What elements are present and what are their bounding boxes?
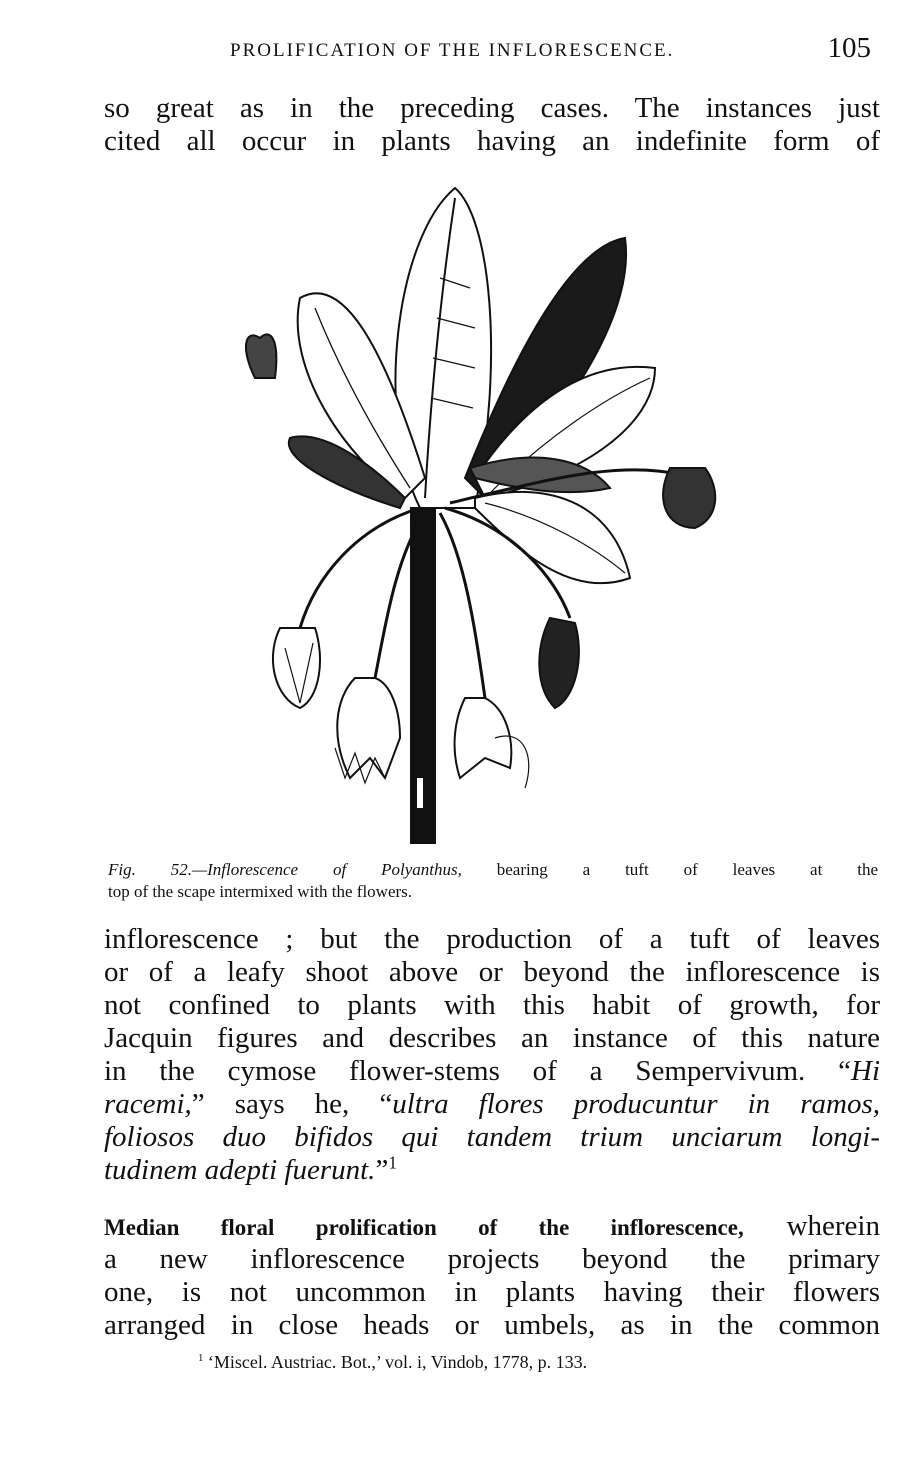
top-paragraph [104,92,880,158]
flower [663,468,715,528]
text-line [104,1154,880,1187]
text-segment: ” says he, “ [191,1088,393,1120]
running-title: PROLIFICATION OF THE INFLORESCENCE. [230,40,675,61]
text-segment: ” [375,1154,389,1186]
caption-line: top of the scape intermixed with the flowers. [108,882,413,901]
latin-text: Hi [851,1055,880,1087]
footnote [198,1352,587,1373]
bud [246,334,276,378]
text-line: one, is not uncommon in plants having their flowers [104,1276,880,1308]
text-line: Jacquin figures and describes an instance of this nature [104,1022,880,1054]
latin-text: racemi, [104,1088,192,1120]
caption-line [108,859,878,881]
page-number: 105 [827,32,871,64]
footnote-marker: 1 [198,1352,204,1364]
latin-text: tudinem adepti fuerunt. [104,1154,376,1186]
footnote-text: ‘Miscel. Austriac. Bot.,’ vol. i, Vindob, 1778, p. 133. [203,1352,588,1372]
figure-caption [108,859,878,903]
text-line [104,1088,880,1121]
middle-paragraph [104,923,880,1187]
text-line: or of a leafy shoot above or beyond the inflorescence is [104,956,880,988]
text-line [104,1210,880,1243]
figure-label: Fig. 52. [108,860,193,879]
text-segment: wherein [743,1210,880,1242]
flower [337,678,400,778]
flower [455,698,512,778]
text-segment: in the cymose flower-stems of a Sempervivum. “ [104,1055,851,1087]
text-line: cited all occur in plants having an indefinite form of [104,125,880,157]
latin-line: foliosos duo bifidos qui tandem trium unciarum longi- [104,1121,880,1153]
text-line [104,1055,880,1088]
leaf [475,492,630,583]
text-line: arranged in close heads or umbels, as in the common [104,1309,880,1341]
flower [273,628,320,708]
text-line: inflorescence ; but the production of a tuft of leaves [104,923,880,955]
flower [539,618,579,708]
text-line: so great as in the preceding cases. The instances just [104,92,880,124]
latin-text: ultra flores producuntur in ramos, [392,1088,880,1120]
paragraph-heading: Median floral prolification of the inflorescence, [104,1215,744,1240]
text-line: not confined to plants with this habit of growth, for [104,989,880,1021]
caption-italic: —Inflorescence of Polyanthus, [192,860,462,879]
text-line: a new inflorescence projects beyond the primary [104,1243,880,1275]
caption-text: bearing a tuft of leaves at the [461,860,878,879]
footnote-ref: 1 [388,1152,398,1173]
bottom-paragraph [104,1210,880,1342]
running-head [0,30,911,70]
polyanthus-illustration [225,178,735,848]
